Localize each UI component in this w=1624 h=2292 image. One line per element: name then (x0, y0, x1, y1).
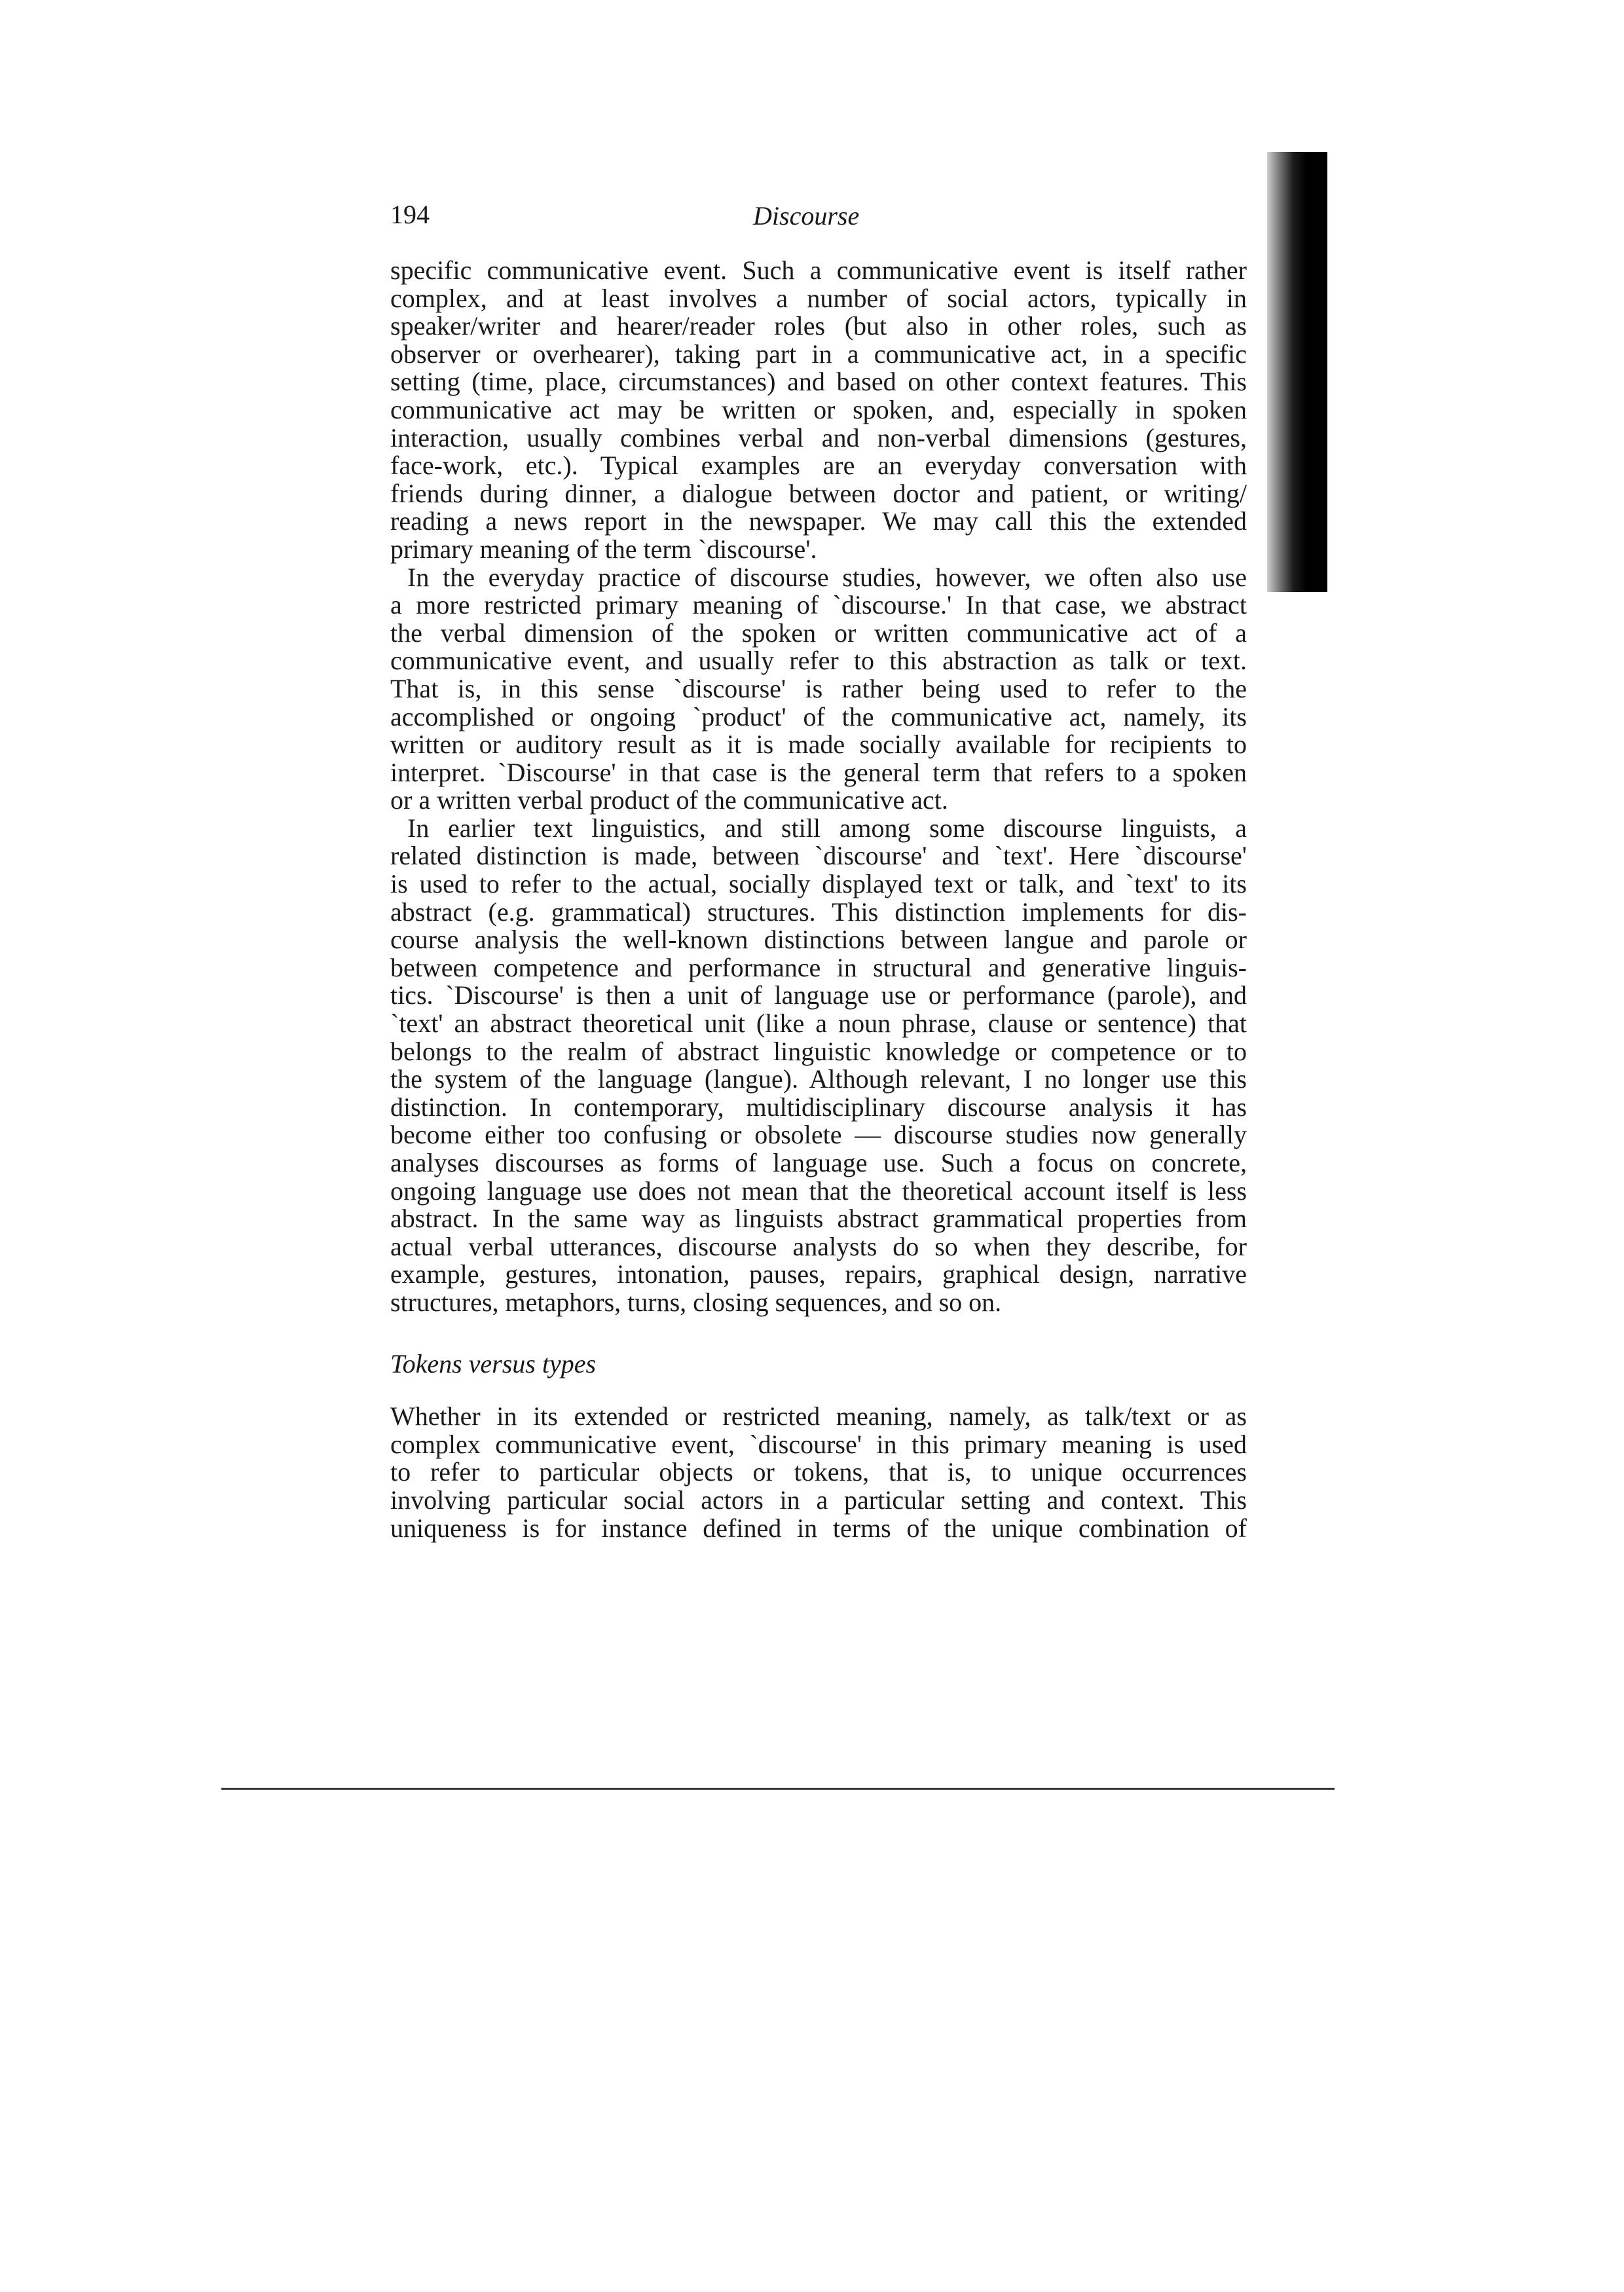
thumb-tab-marker (1267, 152, 1327, 592)
text-line: In the everyday practice of discourse studies, however, we often also use (407, 562, 1247, 592)
paragraph-4 (390, 1403, 1247, 1542)
text-line: Whether in its extended or restricted meaning, namely, as talk/text or as (390, 1401, 1247, 1432)
paragraph-2 (390, 564, 1247, 815)
page-number: 194 (390, 200, 430, 229)
text-line: primary meaning of the term `discourse'. (390, 534, 817, 564)
text-line: communicative event, and usually refer to this abstraction as talk or text. (390, 646, 1247, 676)
text-line: to refer to particular objects or tokens, that is, to unique occurrences (390, 1457, 1247, 1487)
text-line: structures, metaphors, turns, closing sequences, and so on. (390, 1287, 1002, 1317)
text-line: accomplished or ongoing `product' of the communicative act, namely, its (390, 701, 1247, 731)
paragraph-1 (390, 257, 1247, 564)
text-line: ongoing language use does not mean that the theoretical account itself is less (390, 1175, 1247, 1206)
text-line: friends during dinner, a dialogue between doctor and patient, or writing/ (390, 478, 1247, 508)
text-line: related distinction is made, between `discourse' and `text'. Here `discourse' (390, 841, 1247, 871)
spacer (390, 1378, 1247, 1403)
text-line: setting (time, place, circumstances) and based on other context features. This (390, 367, 1247, 397)
text-line: between competence and performance in structural and generative linguis- (390, 952, 1247, 982)
text-line: analyses discourses as forms of language use. Such a focus on concrete, (390, 1148, 1247, 1177)
text-line: communicative act may be written or spoken, and, especially in spoken (390, 394, 1247, 424)
text-line: complex communicative event, `discourse' in this primary meaning is used (390, 1429, 1247, 1459)
text-line: tics. `Discourse' is then a unit of language use or performance (parole), and (390, 980, 1247, 1010)
text-line: face-work, etc.). Typical examples are an everyday conversation with (390, 451, 1247, 481)
text-line: interaction, usually combines verbal and non-verbal dimensions (gestures, (390, 422, 1247, 453)
text-line: speaker/writer and hearer/reader roles (but also in other roles, such as (390, 311, 1247, 341)
text-line: course analysis the well-known distinctions between langue and parole or (390, 925, 1247, 955)
text-line: complex, and at least involves a number of social actors, typically in (390, 283, 1247, 313)
text-line: interpret. `Discourse' in that case is the general term that refers to a spoken (390, 757, 1247, 787)
text-line: example, gestures, intonation, pauses, repairs, graphical design, narrative (390, 1259, 1247, 1289)
text-line: observer or overhearer), taking part in a communicative act, in a specific (390, 339, 1247, 369)
text-line: In earlier text linguistics, and still among some discourse linguists, a (407, 813, 1247, 843)
text-line: belongs to the realm of abstract linguistic knowledge or competence or to (390, 1036, 1247, 1066)
running-head: Discourse (753, 201, 860, 231)
text-line: become either too confusing or obsolete — discourse studies now generally (390, 1120, 1247, 1150)
section-heading: Tokens versus types (390, 1348, 597, 1378)
text-line: `text' an abstract theoretical unit (like a noun phrase, clause or sentence) that (390, 1008, 1247, 1039)
text-line: abstract (e.g. grammatical) structures. This distinction implements for dis- (390, 896, 1247, 927)
text-line: involving particular social actors in a particular setting and context. This (390, 1485, 1247, 1515)
text-line: the verbal dimension of the spoken or written communicative act of a (390, 618, 1247, 648)
text-line: That is, in this sense `discourse' is rather being used to refer to the (390, 673, 1247, 703)
paragraph-3 (390, 815, 1247, 1317)
spacer (390, 1317, 1247, 1350)
text-line: distinction. In contemporary, multidisciplinary discourse analysis it has (390, 1092, 1247, 1122)
text-line: written or auditory result as it is made socially available for recipients to (390, 730, 1247, 760)
text-line: or a written verbal product of the communicative act. (390, 785, 948, 815)
text-line: actual verbal utterances, discourse analysts do so when they describe, for (390, 1231, 1247, 1261)
body-text (390, 257, 1247, 1542)
text-line: the system of the language (langue). Although relevant, I no longer use this (390, 1064, 1247, 1094)
text-line: reading a news report in the newspaper. We may call this the extended (390, 506, 1247, 536)
footer-rule (221, 1788, 1335, 1790)
text-line: abstract. In the same way as linguists abstract grammatical properties from (390, 1204, 1247, 1234)
text-line: uniqueness is for instance defined in terms of the unique combination of (390, 1513, 1247, 1543)
text-line: a more restricted primary meaning of `discourse.' In that case, we abstract (390, 590, 1247, 620)
text-line: is used to refer to the actual, socially displayed text or talk, and `text' to its (390, 869, 1247, 899)
text-line: specific communicative event. Such a communicative event is itself rather (390, 255, 1247, 285)
